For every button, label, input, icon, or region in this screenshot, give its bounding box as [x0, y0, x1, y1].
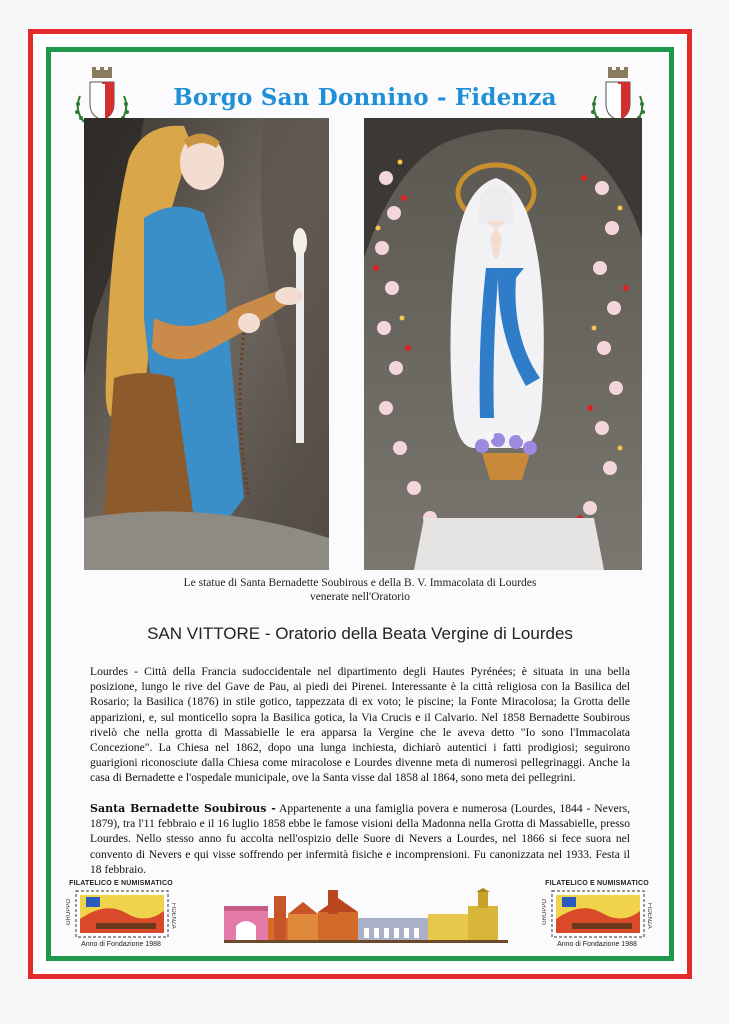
photo-caption — [120, 576, 600, 604]
stamp-top-text: FILATELICO E NUMISMATICO — [545, 880, 649, 887]
stamp-icon — [66, 889, 176, 941]
page-title: Borgo San Donnino - Fidenza — [173, 84, 557, 111]
philatelic-logo-left — [62, 880, 180, 952]
stamp-bottom-text: Anno di Fondazione 1988 — [557, 941, 637, 948]
photo-bernadette — [84, 118, 329, 570]
stamp-top-text: FILATELICO E NUMISMATICO — [69, 880, 173, 887]
stamp-icon — [542, 889, 652, 941]
paragraph-lourdes: Lourdes - Città della Francia sudoccidentale nel dipartimento degli Hautes Pyrénées; è situata in una bella posizione, lungo le rive del Gave de Pau, ai piedi dei Pirenei. Interessante è la città religiosa con la Basilica del Rosario; la Basilica (1876) in stile gotico, tappezzata di ex voto; le piscine; la Fonte Miracolosa; la Grotta delle apparizioni, e, sul monticello sopra la Basilica gotica, la Via Crucis e il Calvario. Nel 1858 Bernadette Soubirous rivelò che nella grotta di Massabielle le era apparsa la Vergine che le aveva detto "Io sono l'Immacolata Concezione". La Chiesa nel 1862, dopo una lunga inchiesta, dichiarò autentici i fatti prodigiosi; seguirono guarigioni riconosciute dalla Chiesa come miracolose e Lourdes divenne meta di numerosi pellegrinaggi. Anche la casa di Bernadette e l'ospedale municipale, ove la Santa visse dal 1858 al 1864, sono meta dei pellegrini. — [90, 665, 630, 785]
philatelic-logo-right — [538, 880, 656, 952]
svg-text:FIDENZA: FIDENZA — [646, 903, 652, 929]
photo-madonna — [364, 118, 642, 570]
fidenza-skyline-illustration — [224, 888, 508, 944]
paragraph-lead: Santa Bernadette Soubirous - — [90, 802, 276, 815]
svg-text:GRUPPO: GRUPPO — [66, 898, 72, 925]
paragraph-text: Appartenente a una famiglia povera e numerosa (Lourdes, 1844 - Nevers, 1879), tra l'11 febbraio e il 16 luglio 1858 ebbe le famose visioni della Madonna nella Grotta di Massabielle, presso Lourdes. Nello stesso anno fu accolta nell'ospizio delle Suore di Nevers a Lourdes, nel 1866 si fece suora nel convento di Nevers e qui visse soffrendo per infermità fisiche e incomprensioni. Fu canonizzata nel 1933. Festa il 18 febbraio. — [90, 802, 631, 876]
stamp-bottom-text: Anno di Fondazione 1988 — [81, 941, 161, 948]
svg-text:FIDENZA: FIDENZA — [170, 903, 176, 929]
svg-text:GRUPPO: GRUPPO — [542, 898, 548, 925]
section-heading: SAN VITTORE - Oratorio della Beata Vergine di Lourdes — [147, 624, 573, 643]
caption-line-2: venerate nell'Oratorio — [309, 591, 411, 603]
paragraph-bernadette — [90, 801, 630, 877]
caption-line-1: Le statue di Santa Bernadette Soubirous e della B. V. Immacolata di Lourdes — [183, 577, 537, 589]
